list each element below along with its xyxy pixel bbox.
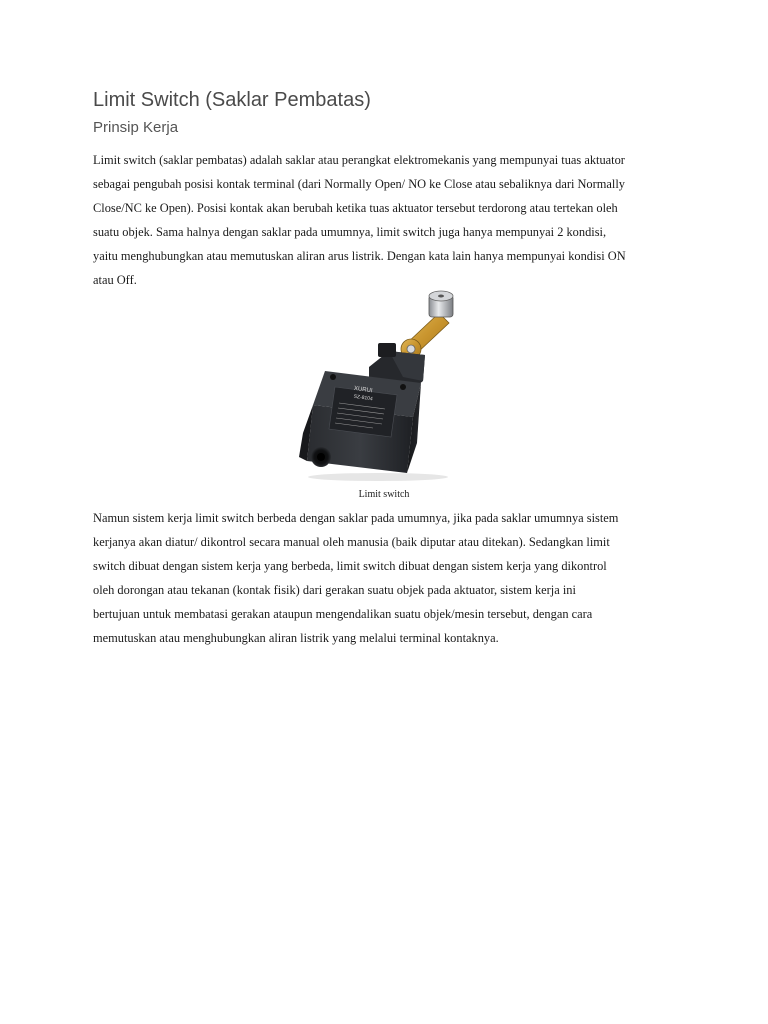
paragraph-line: kerjanya akan diatur/ dikontrol secara manual oleh manusia (baik diputar atau ditekan). Sedangkan limit — [93, 535, 610, 549]
paragraph-line: yaitu menghubungkan atau memutuskan aliran arus listrik. Dengan kata lain hanya mempunyai kondisi ON — [93, 249, 626, 263]
paragraph-line: oleh dorongan atau tekanan (kontak fisik) dari gerakan suatu objek pada aktuator, sistem kerja ini — [93, 583, 576, 597]
figure-caption: Limit switch — [358, 489, 410, 500]
paragraph-line: Limit switch (saklar pembatas) adalah saklar atau perangkat elektromekanis yang mempunyai tuas aktuator — [93, 153, 625, 167]
brand-text: XURUI — [353, 385, 373, 395]
paragraph-line: sebagai pengubah posisi kontak terminal (dari Normally Open/ NO ke Close atau sebaliknya dari Normally — [93, 177, 625, 191]
paragraph-line: memutuskan atau menghubungkan aliran listrik yang melalui terminal kontaknya. — [93, 631, 499, 645]
paragraph-line: bertujuan untuk membatasi gerakan ataupun mengendalikan suatu objek/mesin tersebut, dengan cara — [93, 607, 593, 621]
paragraph-line: atau Off. — [93, 273, 137, 287]
paragraph-line: Close/NC ke Open). Posisi kontak akan berubah ketika tuas aktuator tersebut terdorong atau tertekan oleh — [93, 201, 618, 215]
paragraph-line: Namun sistem kerja limit switch berbeda dengan saklar pada umumnya, jika pada saklar umumnya sistem — [93, 511, 619, 525]
paragraph-line: suatu objek. Sama halnya dengan saklar pada umumnya, limit switch juga hanya mempunyai 2 kondisi, — [93, 225, 607, 239]
section-subtitle: Prinsip Kerja — [93, 119, 179, 136]
limit-switch-image — [273, 285, 495, 482]
paragraph-line: switch dibuat dengan sistem kerja yang berbeda, limit switch dibuat dengan sistem kerja yang dikontrol — [93, 559, 607, 573]
model-text: SZ-8104 — [353, 393, 374, 403]
page-title: Limit Switch (Saklar Pembatas) — [93, 89, 371, 111]
